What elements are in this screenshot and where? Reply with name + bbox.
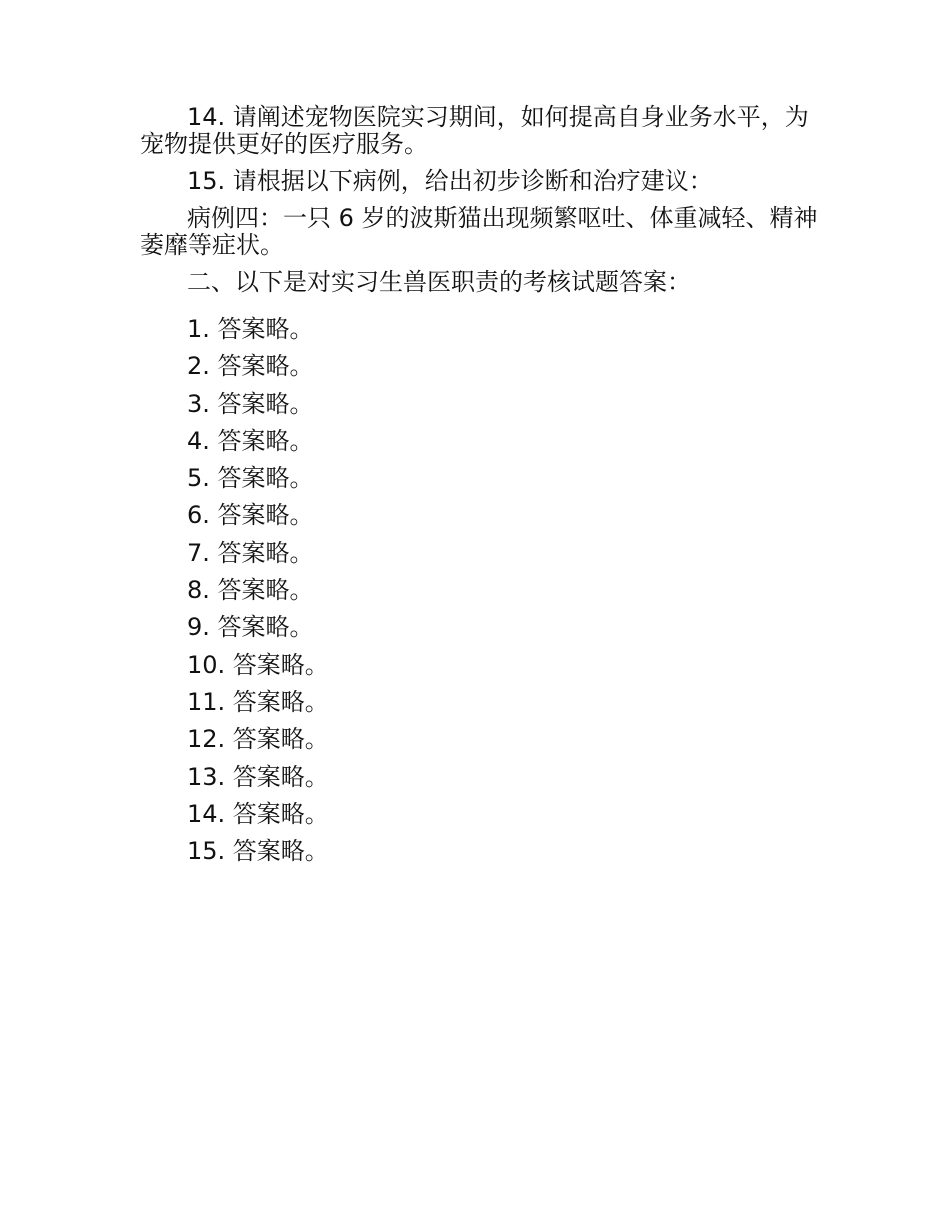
answer-item: 5. 答案略。 xyxy=(187,464,314,493)
answer-list xyxy=(140,316,820,875)
answer-item: 2. 答案略。 xyxy=(187,352,314,381)
answer-item: 4. 答案略。 xyxy=(187,426,314,455)
answer-item: 14. 答案略。 xyxy=(187,799,329,828)
question-15: 15. 请根据以下病例，给出初步诊断和治疗建议： xyxy=(187,167,713,195)
answer-item: 12. 答案略。 xyxy=(187,725,329,754)
answer-item: 15. 答案略。 xyxy=(187,837,329,866)
answer-item: 8. 答案略。 xyxy=(187,576,314,605)
document-body xyxy=(140,104,820,875)
case-four: 病例四：一只 6 岁的波斯猫出现频繁呕吐、体重减轻、精神萎靡等症状。 xyxy=(140,204,818,259)
question-14: 14. 请阐述宠物医院实习期间，如何提高自身业务水平，为宠物提供更好的医疗服务。 xyxy=(140,103,809,158)
section-heading: 二、以下是对实习生兽医职责的考核试题答案： xyxy=(187,268,691,296)
answer-item: 1. 答案略。 xyxy=(187,315,314,343)
answer-item: 3. 答案略。 xyxy=(187,389,314,418)
answer-item: 13. 答案略。 xyxy=(187,762,329,791)
answer-item: 6. 答案略。 xyxy=(187,501,314,530)
answer-item: 11. 答案略。 xyxy=(187,687,329,716)
answer-item: 10. 答案略。 xyxy=(187,650,329,679)
answer-item: 7. 答案略。 xyxy=(187,538,314,567)
answer-item: 9. 答案略。 xyxy=(187,613,314,642)
